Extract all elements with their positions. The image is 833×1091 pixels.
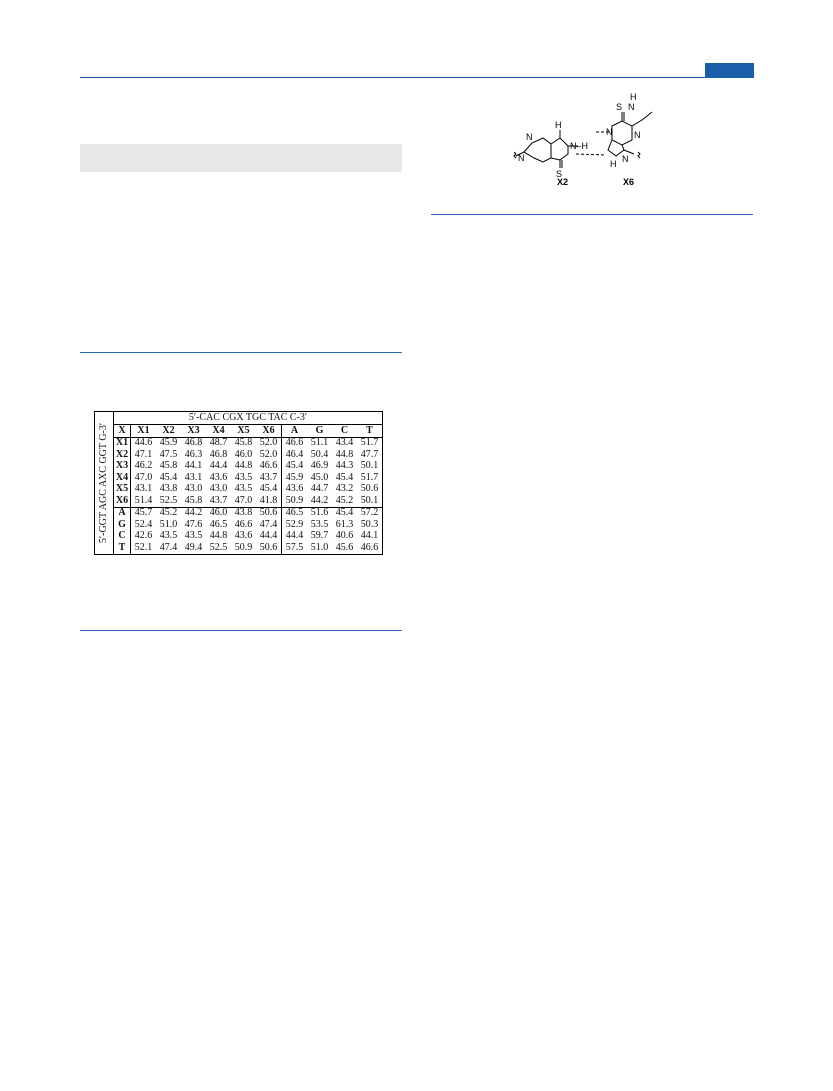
tm-cell: 45.4 bbox=[259, 483, 278, 495]
tm-cell: 50.6 bbox=[256, 507, 282, 519]
atom-nh: N–H bbox=[570, 141, 589, 151]
row-header: X4 bbox=[114, 472, 131, 484]
column-header: G bbox=[307, 425, 332, 438]
column-header: T bbox=[357, 425, 383, 438]
tm-cell: 51.7 bbox=[357, 472, 383, 484]
row-header: G bbox=[114, 519, 131, 531]
tm-cell: 43.5 bbox=[234, 471, 253, 483]
tm-cell: 50.6 bbox=[256, 542, 282, 554]
table-row bbox=[95, 472, 383, 484]
section-rule bbox=[80, 352, 402, 353]
tm-cell: 52.5 bbox=[206, 542, 231, 554]
tm-cell: 44.3 bbox=[335, 460, 354, 472]
column-header: X4 bbox=[206, 425, 231, 438]
tm-cell: 50.9 bbox=[231, 542, 256, 554]
tm-cell: 44.2 bbox=[181, 507, 206, 519]
atom-h: H bbox=[555, 120, 562, 130]
tm-cell: 46.5 bbox=[282, 507, 308, 519]
tm-cell: 44.6 bbox=[134, 437, 153, 449]
table-row bbox=[95, 542, 383, 554]
table-row bbox=[95, 484, 383, 496]
tm-cell: 51.4 bbox=[134, 494, 153, 506]
tm-cell: 46.3 bbox=[184, 448, 203, 460]
tm-cell: 44.1 bbox=[357, 531, 383, 543]
tm-cell: 47.5 bbox=[159, 448, 178, 460]
row-header: X5 bbox=[114, 484, 131, 496]
atom-n: N bbox=[628, 102, 635, 112]
structure-label-x6: X6 bbox=[623, 177, 635, 187]
column-header: C bbox=[332, 425, 357, 438]
tm-cell: 57.2 bbox=[357, 507, 383, 519]
section-heading-box bbox=[80, 144, 402, 172]
atom-n: N bbox=[518, 153, 525, 163]
tm-cell: 43.4 bbox=[335, 437, 354, 449]
row-header: X3 bbox=[114, 461, 131, 473]
tm-cell: 43.8 bbox=[231, 507, 256, 519]
table-row bbox=[95, 519, 383, 531]
tm-cell: 43.1 bbox=[184, 471, 203, 483]
tm-table-wrapper bbox=[94, 411, 383, 555]
tm-cell: 51.7 bbox=[357, 437, 383, 449]
table-row bbox=[95, 531, 383, 543]
tm-cell: 40.6 bbox=[335, 530, 354, 542]
tm-cell: 45.2 bbox=[335, 494, 354, 506]
side-sequence-label: 5′-GGT AGC AXC GGT G-3′ bbox=[98, 422, 109, 543]
row-header: X6 bbox=[114, 495, 131, 507]
tm-cell: 43.5 bbox=[159, 530, 178, 542]
atom-n: N bbox=[606, 127, 613, 137]
tm-cell: 45.6 bbox=[332, 542, 357, 554]
tm-cell: 47.0 bbox=[134, 471, 153, 483]
tm-cell: 46.6 bbox=[234, 518, 253, 530]
tm-cell: 45.4 bbox=[159, 471, 178, 483]
tm-cell: 52.0 bbox=[259, 437, 278, 449]
tm-cell: 44.4 bbox=[259, 530, 278, 542]
tm-cell: 46.4 bbox=[282, 449, 308, 461]
tm-cell: 44.4 bbox=[209, 460, 228, 472]
tm-cell: 45.9 bbox=[159, 437, 178, 449]
atom-n: N bbox=[526, 132, 533, 142]
tm-cell: 43.7 bbox=[209, 494, 228, 506]
tm-cell: 45.8 bbox=[159, 460, 178, 472]
tm-cell: 43.6 bbox=[282, 484, 308, 496]
row-header: A bbox=[114, 507, 131, 519]
column-header: X3 bbox=[181, 425, 206, 438]
table-row bbox=[95, 461, 383, 473]
tm-cell: 43.2 bbox=[335, 483, 354, 495]
tm-cell: 47.4 bbox=[156, 542, 181, 554]
tm-cell: 46.6 bbox=[259, 460, 278, 472]
tm-cell: 50.9 bbox=[282, 495, 308, 507]
tm-cell: 46.0 bbox=[206, 507, 231, 519]
tm-cell: 61.3 bbox=[335, 518, 354, 530]
tm-cell: 43.6 bbox=[234, 530, 253, 542]
header-rule bbox=[80, 77, 754, 78]
tm-cell: 46.5 bbox=[209, 518, 228, 530]
tm-cell: 43.0 bbox=[209, 483, 228, 495]
tm-cell: 46.6 bbox=[282, 437, 308, 449]
tm-cell: 50.1 bbox=[357, 461, 383, 473]
tm-cell: 53.5 bbox=[310, 518, 329, 530]
tm-cell: 45.7 bbox=[131, 507, 157, 519]
tm-cell: 50.1 bbox=[357, 495, 383, 507]
base-pair-structure bbox=[510, 88, 660, 188]
column-header: X1 bbox=[131, 425, 157, 438]
atom-s: S bbox=[616, 102, 623, 112]
tm-table bbox=[94, 411, 383, 555]
tm-cell: 43.0 bbox=[184, 483, 203, 495]
tm-cell: 44.2 bbox=[310, 494, 329, 506]
header-tab bbox=[705, 63, 754, 78]
tm-cell: 46.8 bbox=[184, 437, 203, 449]
corner-header: X bbox=[114, 425, 131, 438]
tm-cell: 46.6 bbox=[357, 542, 383, 554]
tm-cell: 44.1 bbox=[184, 460, 203, 472]
column-header: A bbox=[282, 425, 308, 438]
section-rule bbox=[431, 214, 753, 215]
atom-n: N bbox=[634, 130, 641, 140]
tm-cell: 50.6 bbox=[357, 484, 383, 496]
tm-cell: 47.0 bbox=[234, 494, 253, 506]
tm-cell: 42.6 bbox=[134, 530, 153, 542]
tm-cell: 45.4 bbox=[332, 507, 357, 519]
tm-cell: 51.6 bbox=[307, 507, 332, 519]
tm-cell: 41.8 bbox=[259, 494, 278, 506]
tm-cell: 43.5 bbox=[184, 530, 203, 542]
column-header: X2 bbox=[156, 425, 181, 438]
tm-cell: 43.8 bbox=[159, 483, 178, 495]
tm-cell: 43.1 bbox=[134, 483, 153, 495]
tm-cell: 45.2 bbox=[156, 507, 181, 519]
tm-cell: 52.0 bbox=[259, 448, 278, 460]
tm-cell: 52.9 bbox=[282, 519, 308, 531]
atom-h: H bbox=[610, 159, 617, 169]
tm-cell: 44.8 bbox=[335, 448, 354, 460]
tm-cell: 52.5 bbox=[159, 494, 178, 506]
top-sequence-header: 5′-CAC CGX TGC TAC C-3′ bbox=[114, 412, 383, 425]
tm-cell: 48.7 bbox=[209, 437, 228, 449]
atom-labels bbox=[518, 92, 641, 179]
row-header: X2 bbox=[114, 449, 131, 461]
tm-cell: 46.9 bbox=[310, 460, 329, 472]
tm-cell: 59.7 bbox=[310, 530, 329, 542]
tm-cell: 43.7 bbox=[259, 471, 278, 483]
tm-cell: 47.4 bbox=[259, 518, 278, 530]
tm-cell: 45.4 bbox=[282, 461, 308, 473]
tm-cell: 46.0 bbox=[234, 448, 253, 460]
tm-cell: 45.4 bbox=[335, 471, 354, 483]
tm-cell: 45.0 bbox=[310, 471, 329, 483]
tm-cell: 47.6 bbox=[184, 518, 203, 530]
tm-cell: 45.9 bbox=[282, 472, 308, 484]
tm-cell: 44.8 bbox=[234, 460, 253, 472]
tm-cell: 44.4 bbox=[282, 531, 308, 543]
table-row bbox=[95, 449, 383, 461]
tm-cell: 47.7 bbox=[357, 449, 383, 461]
section-rule bbox=[80, 630, 402, 631]
table-row bbox=[95, 495, 383, 507]
tm-cell: 50.3 bbox=[357, 519, 383, 531]
atom-n: N bbox=[622, 154, 629, 164]
table-row bbox=[95, 507, 383, 519]
tm-cell: 51.0 bbox=[307, 542, 332, 554]
x6-structure bbox=[608, 112, 652, 158]
column-header: X6 bbox=[256, 425, 282, 438]
tm-cell: 43.5 bbox=[234, 483, 253, 495]
tm-cell: 52.1 bbox=[131, 542, 157, 554]
side-sequence-header bbox=[95, 412, 114, 555]
row-header: X1 bbox=[114, 437, 131, 449]
tm-cell: 57.5 bbox=[282, 542, 308, 554]
column-header: X5 bbox=[231, 425, 256, 438]
atom-s: S bbox=[556, 169, 563, 179]
tm-cell: 46.8 bbox=[209, 448, 228, 460]
tm-cell: 50.4 bbox=[310, 448, 329, 460]
row-header: T bbox=[114, 542, 131, 554]
tm-cell: 51.1 bbox=[310, 437, 329, 449]
atom-h: H bbox=[630, 92, 637, 102]
tm-cell: 51.0 bbox=[159, 518, 178, 530]
structure-label-x2: X2 bbox=[557, 177, 569, 187]
tm-cell: 47.1 bbox=[134, 448, 153, 460]
tm-cell: 45.8 bbox=[184, 494, 203, 506]
tm-cell: 44.8 bbox=[209, 530, 228, 542]
table-row bbox=[95, 437, 383, 449]
row-header: C bbox=[114, 531, 131, 543]
tm-cell: 49.4 bbox=[181, 542, 206, 554]
tm-cell: 43.6 bbox=[209, 471, 228, 483]
tm-cell: 45.8 bbox=[234, 437, 253, 449]
tm-cell: 52.4 bbox=[134, 518, 153, 530]
tm-cell: 44.7 bbox=[310, 483, 329, 495]
tm-cell: 46.2 bbox=[134, 460, 153, 472]
